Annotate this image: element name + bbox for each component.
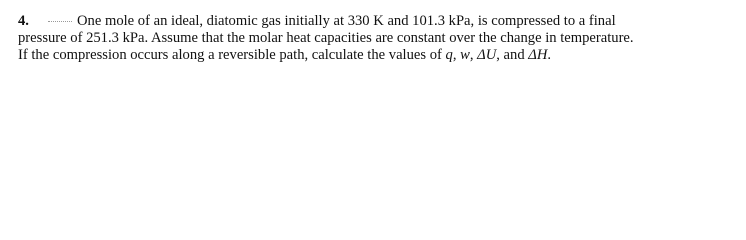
problem-line-1 [18, 13, 738, 30]
separator: , [452, 47, 461, 63]
variable-delta-h: ΔH [528, 47, 548, 63]
problem-number: 4. [18, 13, 29, 29]
variable-q: q [445, 47, 453, 63]
problem-text-line-3: If the compression occurs along a reversible path, calculate the values of [18, 47, 446, 63]
separator: , [469, 47, 478, 63]
separator: , and [496, 47, 529, 63]
problem-line-3 [18, 47, 738, 64]
problem-statement [18, 13, 738, 64]
variable-delta-u: ΔU [477, 47, 497, 63]
sentence-end: . [547, 47, 552, 63]
variable-w: w [460, 47, 470, 63]
blank-dotted-line [48, 20, 72, 22]
problem-text-line-1: One mole of an ideal, diatomic gas initially at 330 K and 101.3 kPa, is compressed to a final [77, 13, 616, 29]
problem-line-2: pressure of 251.3 kPa. Assume that the molar heat capacities are constant over the change in temperature. [18, 30, 634, 46]
